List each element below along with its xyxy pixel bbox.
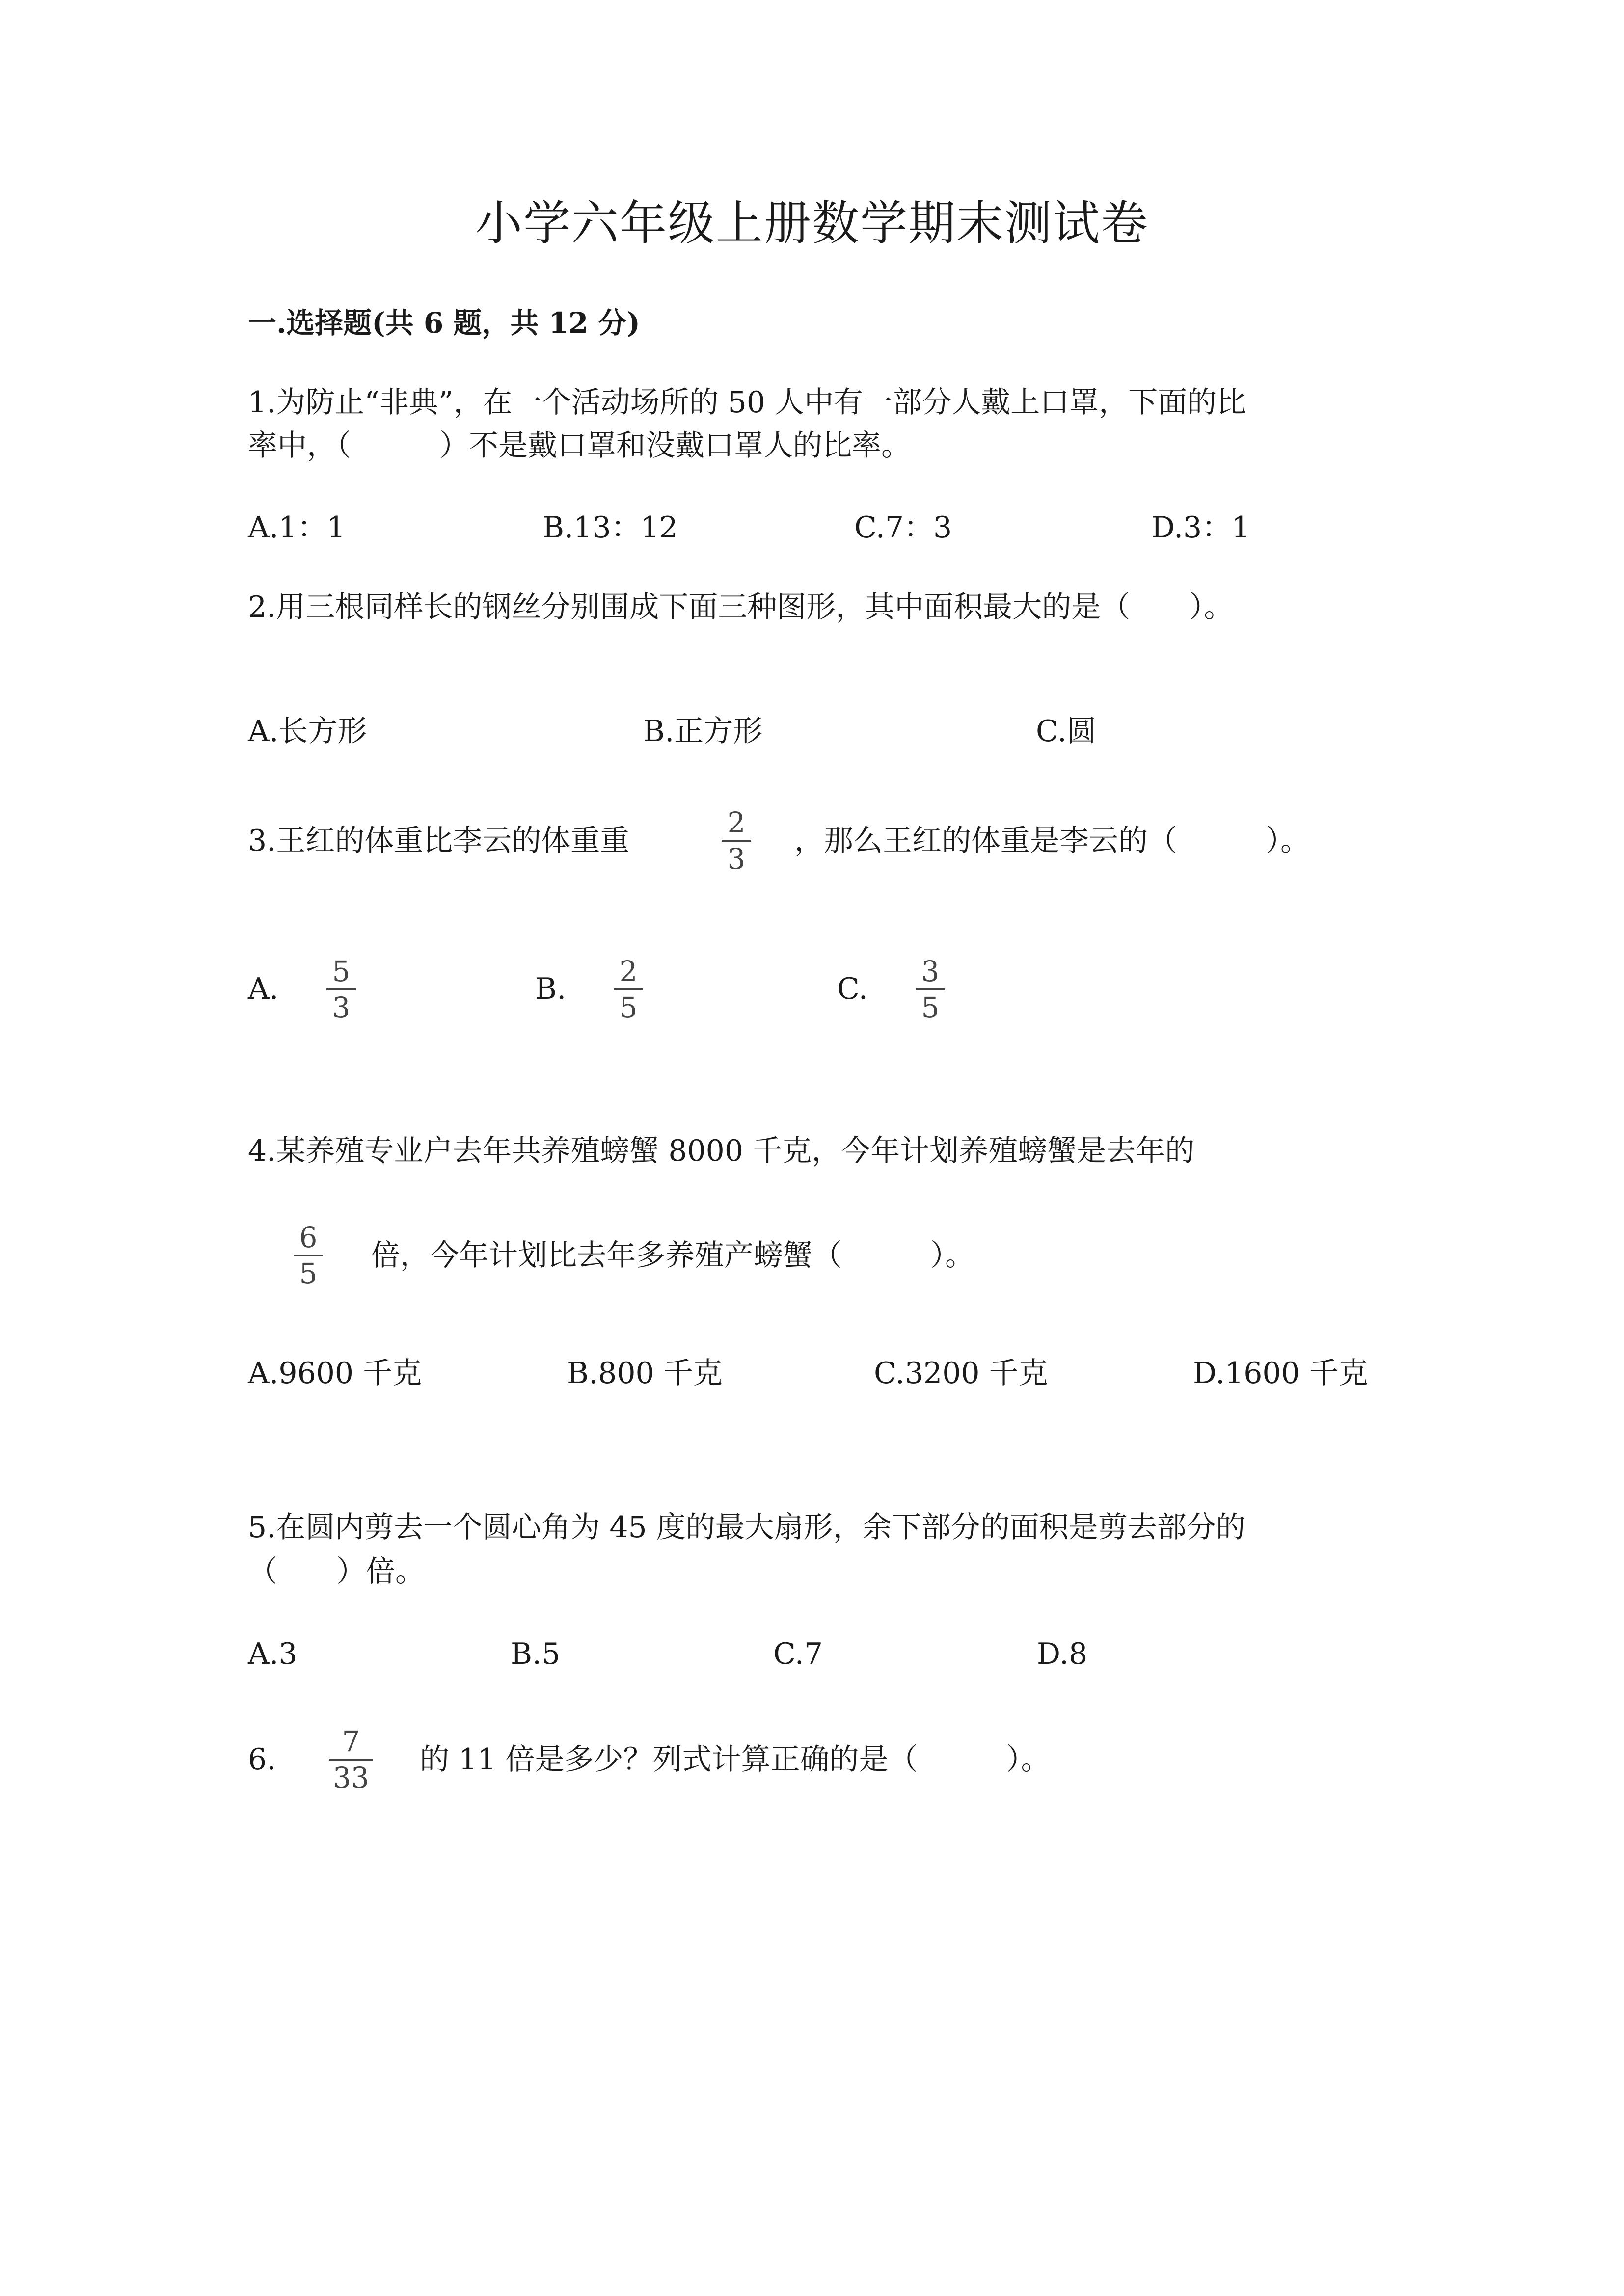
question-2-option-c: C.圆 <box>1036 714 1096 748</box>
question-3-text-before: 3.王红的体重比李云的体重重 <box>248 824 630 858</box>
fraction-bar <box>329 1759 373 1761</box>
question-4-option-a: A.9600 千克 <box>248 1356 422 1390</box>
question-3-option-c-fraction <box>911 956 950 1023</box>
question-1-option-d: D.3：1 <box>1151 510 1250 545</box>
question-4-line-2: 倍，今年计划比去年多养殖产螃蟹（ ）。 <box>371 1238 974 1273</box>
question-3-text-after: ，那么王红的体重是李云的（ ）。 <box>794 824 1310 858</box>
question-4-option-c: C.3200 千克 <box>874 1356 1048 1390</box>
question-5-line-2: （ ）倍。 <box>248 1554 425 1589</box>
question-1-line-2: 率中，（ ）不是戴口罩和没戴口罩人的比率。 <box>248 428 911 463</box>
fraction-numerator: 3 <box>921 955 940 988</box>
question-4-option-d: D.1600 千克 <box>1193 1356 1368 1390</box>
question-6-fraction <box>324 1726 378 1793</box>
fraction-numerator: 2 <box>727 806 746 839</box>
fraction-denominator: 5 <box>619 991 638 1024</box>
question-5-option-a: A.3 <box>248 1637 298 1671</box>
question-4-option-b: B.800 千克 <box>567 1356 723 1390</box>
fraction-numerator: 6 <box>299 1221 318 1254</box>
question-6-text: 的 11 倍是多少？列式计算正确的是（ ）。 <box>420 1742 1051 1777</box>
fraction-bar <box>294 1255 323 1256</box>
question-5-line-1: 5.在圆内剪去一个圆心角为 45 度的最大扇形，余下部分的面积是剪去部分的 <box>248 1510 1245 1545</box>
fraction-denominator: 5 <box>921 991 940 1024</box>
section-heading: 一.选择题(共 6 题，共 12 分) <box>248 306 640 340</box>
question-6-number: 6. <box>248 1742 276 1777</box>
page-title: 小学六年级上册数学期末测试卷 <box>475 196 1149 251</box>
fraction-bar <box>326 988 356 990</box>
question-1-option-b: B.13：12 <box>542 510 678 545</box>
fraction-denominator: 33 <box>333 1761 369 1794</box>
fraction-numerator: 7 <box>342 1725 360 1758</box>
fraction-bar <box>916 988 945 990</box>
question-3-option-b-label: B. <box>535 972 567 1006</box>
question-1-line-1: 1.为防止“非典”，在一个活动场所的 50 人中有一部分人戴上口罩，下面的比 <box>248 385 1246 420</box>
question-5-option-b: B.5 <box>511 1637 561 1671</box>
question-1-option-c: C.7：3 <box>854 510 952 545</box>
fraction-denominator: 3 <box>332 991 351 1024</box>
question-3-option-a-label: A. <box>248 972 279 1006</box>
fraction-bar <box>722 840 751 842</box>
question-2-text: 2.用三根同样长的钢丝分别围成下面三种图形，其中面积最大的是（ ）。 <box>248 590 1234 624</box>
question-4-line-1: 4.某养殖专业户去年共养殖螃蟹 8000 千克，今年计划养殖螃蟹是去年的 <box>248 1134 1195 1168</box>
question-3-fraction <box>717 807 756 874</box>
question-3-option-b-fraction <box>609 956 648 1023</box>
question-2-option-a: A.长方形 <box>248 714 367 748</box>
question-5-option-d: D.8 <box>1037 1637 1088 1671</box>
question-5-option-c: C.7 <box>773 1637 823 1671</box>
fraction-numerator: 2 <box>619 955 638 988</box>
question-3-option-c-label: C. <box>837 972 868 1006</box>
fraction-bar <box>614 988 643 990</box>
fraction-denominator: 3 <box>727 842 746 876</box>
question-1-option-a: A.1：1 <box>248 510 346 545</box>
question-2-option-b: B.正方形 <box>643 714 763 748</box>
question-3-option-a-fraction <box>322 956 361 1023</box>
fraction-denominator: 5 <box>299 1257 318 1290</box>
question-4-fraction <box>289 1222 328 1289</box>
fraction-numerator: 5 <box>332 955 351 988</box>
